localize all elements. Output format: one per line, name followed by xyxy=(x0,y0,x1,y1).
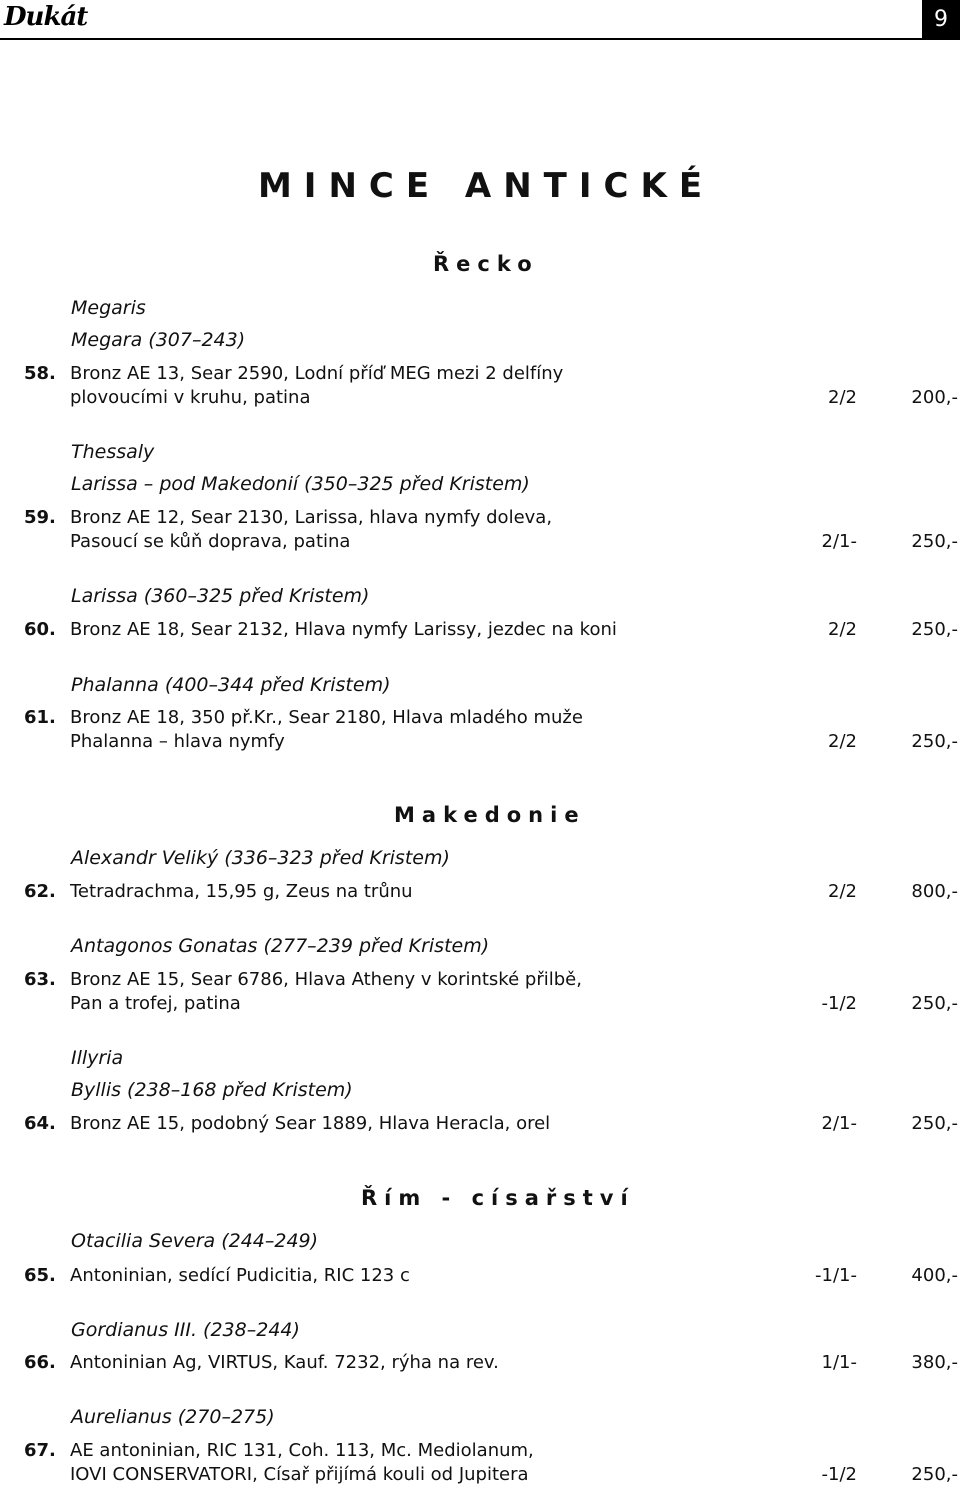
item-number: 59. xyxy=(24,507,56,528)
item-price: 250,- xyxy=(911,531,958,552)
header-rule xyxy=(0,38,922,40)
item-price: 250,- xyxy=(911,993,958,1014)
item-price: 200,- xyxy=(911,387,958,408)
item-number: 66. xyxy=(24,1352,56,1373)
item-description: Antoninian, sedící Pudicitia, RIC 123 c xyxy=(70,1265,410,1286)
ruler-heading: Alexandr Veliký (336–323 před Kristem) xyxy=(71,847,450,869)
item-description-cont: IOVI CONSERVATORI, Císař přijímá kouli od Jupitera xyxy=(70,1464,529,1485)
ruler-heading: Byllis (238–168 před Kristem) xyxy=(71,1079,353,1101)
ruler-heading: Larissa – pod Makedonií (350–325 před Kristem) xyxy=(71,473,530,495)
item-grade: 2/2 xyxy=(828,619,857,640)
item-description: Bronz AE 18, Sear 2132, Hlava nymfy Larissy, jezdec na koni xyxy=(70,619,617,640)
ruler-heading: Larissa (360–325 před Kristem) xyxy=(71,585,370,607)
item-number: 64. xyxy=(24,1113,56,1134)
page-number: 9 xyxy=(922,0,960,40)
item-grade: -1/2 xyxy=(821,993,857,1014)
item-description: Tetradrachma, 15,95 g, Zeus na trůnu xyxy=(70,881,413,902)
item-description: Bronz AE 15, Sear 6786, Hlava Atheny v korintské přilbě, xyxy=(70,969,582,990)
item-description: Bronz AE 15, podobný Sear 1889, Hlava Heracla, orel xyxy=(70,1113,551,1134)
item-description-cont: plovoucími v kruhu, patina xyxy=(70,387,311,408)
item-description: Bronz AE 12, Sear 2130, Larissa, hlava nymfy doleva, xyxy=(70,507,553,528)
section-heading-rim: Řím - císařství xyxy=(361,1186,635,1210)
dukat-logo: Dukát xyxy=(4,2,88,32)
item-number: 61. xyxy=(24,707,56,728)
ruler-heading: Otacilia Severa (244–249) xyxy=(71,1230,319,1252)
item-number: 63. xyxy=(24,969,56,990)
item-number: 60. xyxy=(24,619,56,640)
ruler-heading: Phalanna (400–344 před Kristem) xyxy=(71,674,391,696)
item-price: 800,- xyxy=(911,881,958,902)
region-heading: Illyria xyxy=(71,1047,124,1069)
ruler-heading: Antagonos Gonatas (277–239 před Kristem) xyxy=(71,935,490,957)
ruler-heading: Aurelianus (270–275) xyxy=(71,1406,275,1428)
item-grade: 1/1- xyxy=(821,1352,857,1373)
item-description-cont: Pasoucí se kůň doprava, patina xyxy=(70,531,351,552)
item-number: 67. xyxy=(24,1440,56,1461)
item-grade: -1/1- xyxy=(815,1265,857,1286)
item-grade: 2/1- xyxy=(821,1113,857,1134)
ruler-heading: Gordianus III. (238–244) xyxy=(71,1319,300,1341)
page-header xyxy=(0,0,960,40)
item-price: 400,- xyxy=(911,1265,958,1286)
item-price: 250,- xyxy=(911,619,958,640)
item-price: 380,- xyxy=(911,1352,958,1373)
item-price: 250,- xyxy=(911,731,958,752)
item-grade: 2/2 xyxy=(828,881,857,902)
item-number: 62. xyxy=(24,881,56,902)
item-description-cont: Phalanna – hlava nymfy xyxy=(70,731,285,752)
item-description: AE antoninian, RIC 131, Coh. 113, Mc. Mediolanum, xyxy=(70,1440,534,1461)
item-number: 58. xyxy=(24,363,56,384)
item-description: Bronz AE 18, 350 př.Kr., Sear 2180, Hlava mladého muže xyxy=(70,707,583,728)
item-number: 65. xyxy=(24,1265,56,1286)
item-price: 250,- xyxy=(911,1464,958,1485)
item-description-cont: Pan a trofej, patina xyxy=(70,993,241,1014)
region-heading: Megaris xyxy=(71,297,146,319)
section-heading-recko: Řecko xyxy=(433,252,539,276)
item-grade: 2/2 xyxy=(828,387,857,408)
item-grade: -1/2 xyxy=(821,1464,857,1485)
item-grade: 2/2 xyxy=(828,731,857,752)
ruler-heading: Megara (307–243) xyxy=(71,329,246,351)
item-description: Antoninian Ag, VIRTUS, Kauf. 7232, rýha na rev. xyxy=(70,1352,499,1373)
page-title: MINCE ANTICKÉ xyxy=(257,166,715,206)
section-heading-makedonie: Makedonie xyxy=(394,803,586,827)
item-description: Bronz AE 13, Sear 2590, Lodní příď MEG mezi 2 delfíny xyxy=(70,363,564,384)
item-grade: 2/1- xyxy=(821,531,857,552)
item-price: 250,- xyxy=(911,1113,958,1134)
region-heading: Thessaly xyxy=(71,441,155,463)
